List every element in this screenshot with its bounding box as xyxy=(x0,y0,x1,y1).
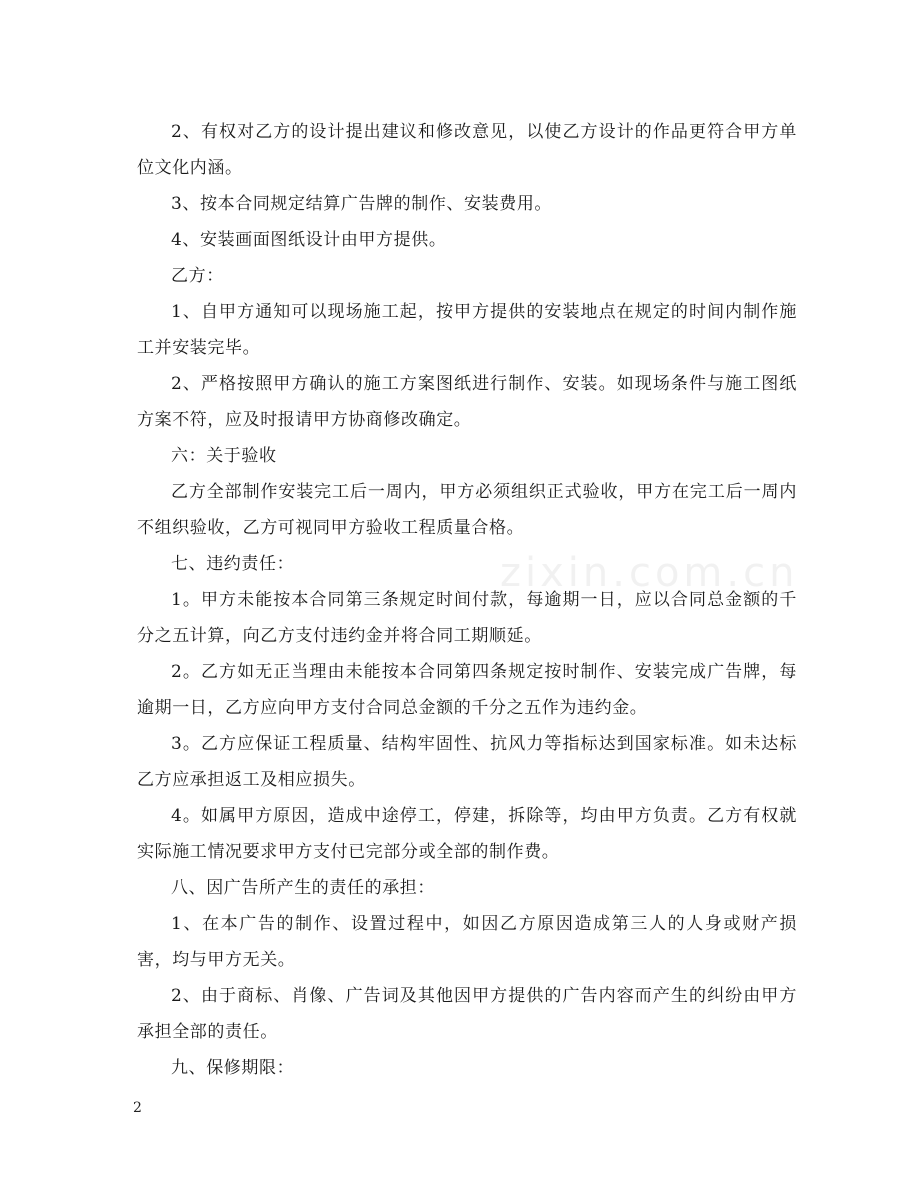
paragraph: 1、自甲方通知可以现场施工起，按甲方提供的安装地点在规定的时间内制作施工并安装完毕。 xyxy=(137,302,797,358)
paragraph: 2、严格按照甲方确认的施工方案图纸进行制作、安装。如现场条件与施工图纸方案不符，应及时报请甲方协商修改确定。 xyxy=(137,374,797,430)
section-heading: 七、违约责任： xyxy=(171,554,295,574)
paragraph: 1。甲方未能按本合同第三条规定时间付款，每逾期一日，应以合同总金额的千分之五计算，向乙方支付违约金并将合同工期顺延。 xyxy=(137,590,797,646)
paragraph: 4、安装画面图纸设计由甲方提供。 xyxy=(171,230,447,250)
paragraph: 3。乙方应保证工程质量、结构牢固性、抗风力等指标达到国家标准。如未达标乙方应承担返工及相应损失。 xyxy=(137,734,797,790)
paragraph: 1、在本广告的制作、设置过程中，如因乙方原因造成第三人的人身或财产损害，均与甲方无关。 xyxy=(137,914,797,970)
paragraph: 2。乙方如无正当理由未能按本合同第四条规定按时制作、安装完成广告牌，每逾期一日，乙方应向甲方支付合同总金额的千分之五作为违约金。 xyxy=(137,662,797,718)
page-number: 2 xyxy=(133,1100,142,1116)
paragraph: 2、由于商标、肖像、广告词及其他因甲方提供的广告内容而产生的纠纷由甲方承担全部的责任。 xyxy=(137,986,797,1042)
section-heading: 九、保修期限： xyxy=(171,1058,295,1078)
document-body xyxy=(137,114,797,1086)
paragraph: 2、有权对乙方的设计提出建议和修改意见，以使乙方设计的作品更符合甲方单位文化内涵。 xyxy=(137,122,797,178)
watermark: zixin.com.cn xyxy=(500,550,799,596)
paragraph: 3、按本合同规定结算广告牌的制作、安装费用。 xyxy=(171,194,553,214)
section-heading: 六：关于验收 xyxy=(171,446,277,466)
paragraph: 乙方全部制作安装完工后一周内，甲方必须组织正式验收，甲方在完工后一周内不组织验收，乙方可视同甲方验收工程质量合格。 xyxy=(137,482,797,538)
paragraph: 4。如属甲方原因，造成中途停工，停建，拆除等，均由甲方负责。乙方有权就实际施工情况要求甲方支付已完部分或全部的制作费。 xyxy=(137,806,797,862)
section-heading: 乙方： xyxy=(171,266,224,286)
section-heading: 八、因广告所产生的责任的承担： xyxy=(171,878,435,898)
